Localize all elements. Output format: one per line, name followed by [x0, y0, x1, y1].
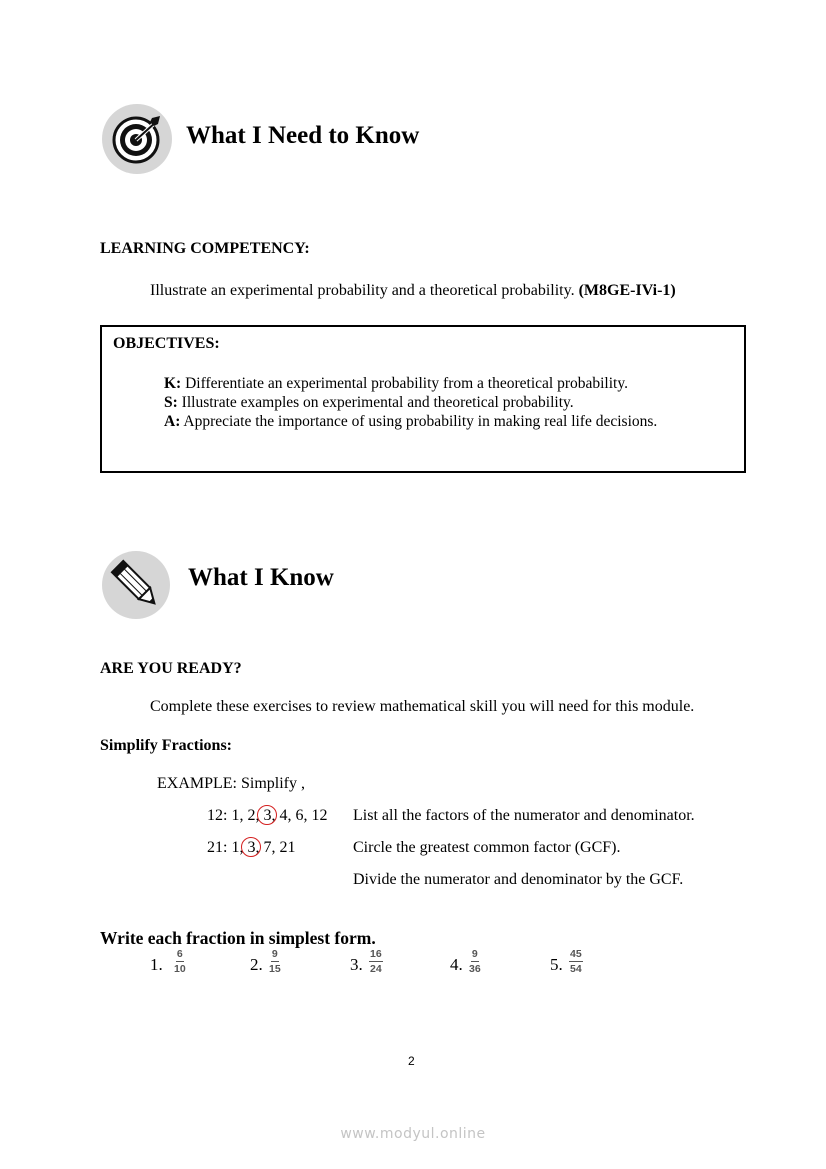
objective-text: Differentiate an experimental probability from a theoretical probability. — [181, 375, 628, 392]
section-title-what-i-know: What I Know — [188, 564, 334, 591]
competency-statement: Illustrate an experimental probability and a theoretical probability. — [150, 282, 575, 299]
fraction — [469, 948, 481, 976]
watermark: www.modyul.online — [340, 1126, 486, 1142]
denominator: 10 — [174, 963, 186, 975]
ready-intro: Complete these exercises to review mathematical skill you will need for this module. — [150, 698, 695, 715]
factors-pre: 21: 1, — [207, 839, 248, 856]
objectives-heading: OBJECTIVES: — [113, 335, 220, 352]
objective-knowledge — [164, 375, 628, 393]
fraction — [269, 948, 281, 976]
objective-skill — [164, 394, 574, 412]
exercise-heading: Write each fraction in simplest form. — [100, 928, 376, 948]
denominator: 24 — [370, 963, 382, 975]
simplify-example: EXAMPLE: Simplify , — [157, 775, 306, 792]
fraction — [174, 948, 186, 976]
factors-post: , 7, 21 — [255, 839, 296, 856]
item-number: 3. — [350, 955, 363, 974]
factors-row-21 — [207, 839, 295, 857]
denominator: 54 — [570, 963, 582, 975]
step-note-2: Circle the greatest common factor (GCF). — [353, 839, 621, 856]
item-number: 1. — [150, 955, 163, 974]
factors-row-12 — [207, 807, 327, 825]
page-number: 2 — [408, 1054, 415, 1068]
numerator: 45 — [570, 948, 582, 960]
pencil-icon — [102, 551, 170, 619]
denominator: 15 — [269, 963, 281, 975]
numerator: 6 — [176, 948, 183, 960]
item-number: 2. — [250, 955, 263, 974]
objective-text: Appreciate the importance of using probability in making real life decisions. — [180, 413, 658, 430]
factors-pre: 12: 1, 2, — [207, 807, 264, 824]
target-icon — [102, 104, 172, 174]
fraction — [369, 948, 383, 976]
competency-text — [150, 282, 676, 300]
objective-attitude — [164, 413, 657, 431]
objective-text: Illustrate examples on experimental and theoretical probability. — [177, 394, 574, 411]
competency-heading: LEARNING COMPETENCY: — [100, 240, 310, 257]
objectives-box — [100, 325, 746, 473]
item-number: 4. — [450, 955, 463, 974]
ready-heading: ARE YOU READY? — [100, 660, 242, 677]
objective-key: K: — [164, 375, 182, 392]
numerator: 9 — [271, 948, 278, 960]
objective-key: S: — [164, 394, 178, 411]
denominator: 36 — [469, 963, 481, 975]
step-note-1: List all the factors of the numerator and denominator. — [353, 807, 695, 824]
step-note-3: Divide the numerator and denominator by the GCF. — [353, 871, 684, 888]
numerator: 16 — [370, 948, 382, 960]
objective-key: A: — [164, 413, 181, 430]
competency-code: (M8GE-IVi-1) — [578, 282, 676, 299]
circled-gcf: 3 — [263, 807, 272, 824]
factors-post: , 4, 6, 12 — [271, 807, 328, 824]
section-title-need-to-know: What I Need to Know — [186, 122, 420, 149]
fraction — [569, 948, 583, 976]
item-number: 5. — [550, 955, 563, 974]
numerator: 9 — [471, 948, 478, 960]
circled-gcf: 3 — [247, 839, 256, 856]
simplify-heading: Simplify Fractions: — [100, 737, 232, 754]
